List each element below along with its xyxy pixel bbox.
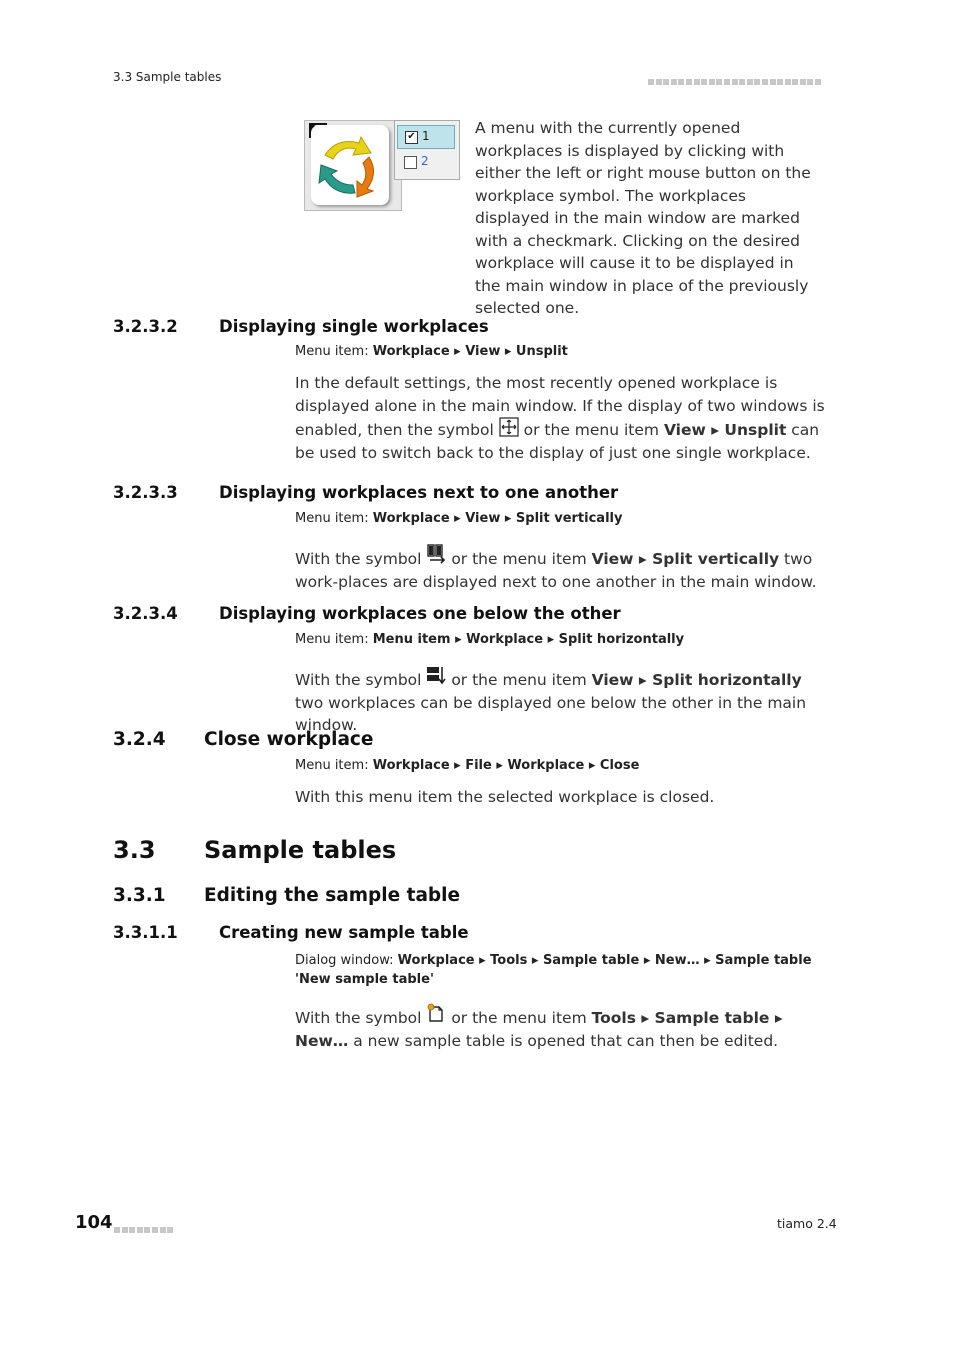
- menu-path: Menu item ▸ Workplace ▸ Split horizontally: [372, 632, 685, 647]
- menu-reference: View ▸ Unsplit: [663, 421, 787, 439]
- section-number-3233: 3.2.3.3: [113, 483, 178, 502]
- menu-prefix: Menu item:: [295, 344, 373, 359]
- menu-path: Workplace ▸ View ▸ Unsplit: [372, 344, 568, 359]
- split-vertically-icon: [426, 544, 446, 564]
- running-header: 3.3 Sample tables: [113, 70, 222, 84]
- workplace-menu-item-2[interactable]: [397, 151, 453, 173]
- footer-decoration: [114, 1218, 175, 1237]
- menu-reference: View ▸ Split vertically: [591, 550, 780, 568]
- paragraph-text: two workplaces can be displayed one below the other in the main window.: [295, 693, 807, 734]
- paragraph-text: With the symbol: [295, 671, 427, 689]
- section-number-3311: 3.3.1.1: [113, 923, 178, 942]
- paragraph-3233: [295, 544, 830, 593]
- section-title-3311: Creating new sample table: [219, 923, 469, 942]
- menu-path: Workplace ▸ View ▸ Split vertically: [372, 511, 623, 526]
- paragraph-text: With the symbol: [295, 550, 427, 568]
- section-number-324: 3.2.4: [113, 729, 166, 750]
- new-sample-table-icon: [426, 1003, 446, 1023]
- paragraph-text: two work-places are displayed next to one another in the main window.: [295, 550, 817, 591]
- workplace-popup-menu: [394, 120, 460, 180]
- section-title-3232: Displaying single workplaces: [219, 317, 489, 336]
- menu-path: Workplace ▸ Tools ▸ Sample table ▸ New… ▸ Sample table 'New sample table': [295, 953, 812, 987]
- section-number-3234: 3.2.3.4: [113, 604, 178, 623]
- split-horizontally-icon: [426, 665, 446, 685]
- section-title-331: Editing the sample table: [204, 885, 461, 906]
- paragraph-3234: [295, 665, 830, 737]
- menu-prefix: Menu item:: [295, 758, 373, 773]
- paragraph-324: With this menu item the selected workplace is closed.: [295, 788, 715, 806]
- paragraph-text: a new sample table is opened that can then be edited.: [348, 1031, 779, 1050]
- workplace-menu-item-1[interactable]: [397, 125, 455, 149]
- paragraph-text: can be used to switch back to the display of just one single workplace.: [295, 421, 820, 462]
- product-name: tiamo 2.4: [777, 1216, 837, 1231]
- menu-prefix: Dialog window:: [295, 953, 398, 968]
- paragraph-text: With the symbol: [295, 1009, 427, 1027]
- workplace-menu-item-2-label: 2: [421, 154, 429, 168]
- header-decoration: [648, 70, 830, 80]
- intro-paragraph: A menu with the currently opened workplaces is displayed by clicking with either the left or right mouse button on the workplace symbol. The workplaces displayed in the main window are marked with a checkmark. Clicking on the desired workplace will cause it to be displayed in the main window in place of the previously selected one.: [475, 119, 811, 317]
- section-number-3232: 3.2.3.2: [113, 317, 178, 336]
- menu-path: Workplace ▸ File ▸ Workplace ▸ Close: [372, 758, 640, 773]
- paragraph-3232: [295, 372, 830, 464]
- menu-prefix: Menu item:: [295, 511, 373, 526]
- workplace-symbol-screenshot: [304, 120, 402, 211]
- menu-reference: View ▸ Split horizontally: [591, 671, 802, 689]
- cycle-arrows-icon: [317, 133, 383, 199]
- menu-path-3234: [295, 632, 684, 647]
- paragraph-text: or the menu item: [518, 421, 664, 439]
- checkbox-checked-icon: ✔: [405, 131, 418, 144]
- page-number: 104: [75, 1212, 113, 1233]
- paragraph-text: or the menu item: [446, 1009, 592, 1027]
- section-number-331: 3.3.1: [113, 885, 166, 906]
- section-title-3234: Displaying workplaces one below the other: [219, 604, 621, 623]
- menu-path-3311: [295, 951, 830, 989]
- paragraph-text: or the menu item: [446, 550, 592, 568]
- section-number-33: 3.3: [113, 836, 156, 864]
- menu-prefix: Menu item:: [295, 632, 373, 647]
- section-title-324: Close workplace: [204, 729, 374, 750]
- section-title-33: Sample tables: [204, 836, 397, 864]
- menu-path-3232: [295, 344, 568, 359]
- paragraph-text: or the menu item: [446, 671, 592, 689]
- menu-path-3233: [295, 511, 622, 526]
- workplace-menu-item-1-label: 1: [422, 129, 430, 143]
- menu-path-324: [295, 758, 639, 773]
- paragraph-3311: [295, 1003, 830, 1052]
- unsplit-icon: [499, 417, 519, 437]
- checkbox-unchecked-icon: [404, 156, 417, 169]
- section-title-3233: Displaying workplaces next to one another: [219, 483, 619, 502]
- menu-reference: Tools ▸ Sample table ▸ New…: [295, 1009, 783, 1050]
- paragraph-text: In the default settings, the most recently opened workplace is displayed alone in the main window. If the display of two windows is enabled, then the symbol: [295, 374, 825, 439]
